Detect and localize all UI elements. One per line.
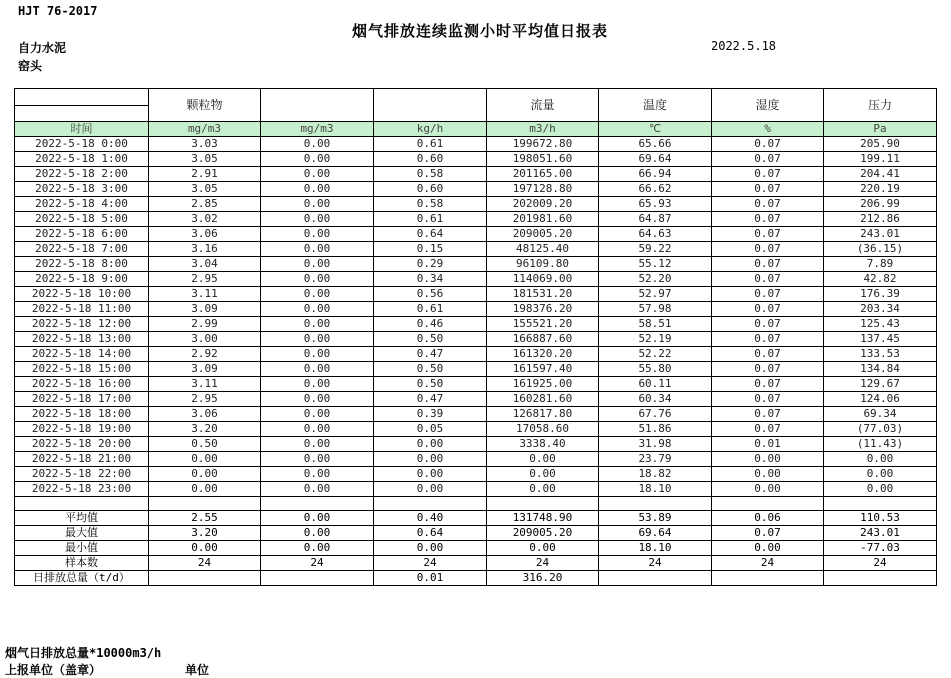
- cell-pressure: 199.11: [824, 152, 937, 167]
- col-header-temperature: 温度: [599, 89, 712, 122]
- cell-flow: 166887.60: [487, 332, 599, 347]
- cell: 0.06: [712, 511, 824, 526]
- cell: 0.00: [261, 541, 374, 556]
- col-header-humidity: 湿度: [712, 89, 824, 122]
- cell-particulate-mg: 2.95: [149, 392, 261, 407]
- cell-time: 2022-5-18 22:00: [15, 467, 149, 482]
- cell-pressure: 220.19: [824, 182, 937, 197]
- cell: 24: [374, 556, 487, 571]
- cell-kg-h: 0.50: [374, 332, 487, 347]
- cell-kg-h: 0.56: [374, 287, 487, 302]
- cell-flow: 181531.20: [487, 287, 599, 302]
- cell-flow: 96109.80: [487, 257, 599, 272]
- cell-time: 2022-5-18 19:00: [15, 422, 149, 437]
- cell-flow: 0.00: [487, 482, 599, 497]
- table-row: [15, 212, 937, 227]
- cell-flow: 3338.40: [487, 437, 599, 452]
- company-name: 自力水泥: [18, 41, 67, 55]
- cell-humidity: 0.07: [712, 137, 824, 152]
- table-row: [15, 452, 937, 467]
- cell-particulate-mg: 2.91: [149, 167, 261, 182]
- cell-time: 2022-5-18 6:00: [15, 227, 149, 242]
- cell-kg-h: 0.15: [374, 242, 487, 257]
- report-unit-label: 上报单位（盖章）: [5, 663, 102, 677]
- cell-particulate-mg: 2.92: [149, 347, 261, 362]
- cell-mg-2: 0.00: [261, 452, 374, 467]
- cell-particulate-mg: 3.11: [149, 377, 261, 392]
- cell-humidity: 0.00: [712, 452, 824, 467]
- summary-row: [15, 526, 937, 541]
- cell-humidity: 0.00: [712, 467, 824, 482]
- table-row: [15, 392, 937, 407]
- unit-mg-m3-b: mg/m3: [261, 122, 374, 137]
- table-row: [15, 482, 937, 497]
- cell-kg-h: 0.00: [374, 437, 487, 452]
- cell-mg-2: 0.00: [261, 377, 374, 392]
- cell-time: 2022-5-18 0:00: [15, 137, 149, 152]
- monitor-point: 窑头: [18, 59, 43, 73]
- cell-particulate-mg: 3.06: [149, 227, 261, 242]
- col-header-particulate: 颗粒物: [149, 89, 261, 122]
- cell-mg-2: 0.00: [261, 212, 374, 227]
- cell: 316.20: [487, 571, 599, 586]
- cell-humidity: 0.07: [712, 197, 824, 212]
- cell-kg-h: 0.58: [374, 167, 487, 182]
- cell-flow: 0.00: [487, 467, 599, 482]
- cell-flow: 198376.20: [487, 302, 599, 317]
- unit-pa: Pa: [824, 122, 937, 137]
- cell: [712, 571, 824, 586]
- cell: 0.00: [712, 541, 824, 556]
- cell-humidity: 0.07: [712, 242, 824, 257]
- header-blank-bottom: [15, 106, 149, 122]
- cell-pressure: (36.15): [824, 242, 937, 257]
- cell: 243.01: [824, 526, 937, 541]
- cell-mg-2: 0.00: [261, 362, 374, 377]
- summary-label: 样本数: [15, 556, 149, 571]
- cell: 0.64: [374, 526, 487, 541]
- table-row: [15, 287, 937, 302]
- cell-humidity: 0.07: [712, 407, 824, 422]
- cell-humidity: 0.07: [712, 272, 824, 287]
- cell-time: 2022-5-18 5:00: [15, 212, 149, 227]
- cell-flow: 202009.20: [487, 197, 599, 212]
- table-header: [15, 89, 937, 137]
- hourly-data-body: [15, 137, 937, 497]
- table-row: [15, 182, 937, 197]
- cell-time: 2022-5-18 20:00: [15, 437, 149, 452]
- cell-humidity: 0.01: [712, 437, 824, 452]
- cell-kg-h: 0.61: [374, 302, 487, 317]
- cell-kg-h: 0.50: [374, 377, 487, 392]
- cell-flow: 161925.00: [487, 377, 599, 392]
- unit-m3-h: m3/h: [487, 122, 599, 137]
- cell-temperature: 52.20: [599, 272, 712, 287]
- cell-particulate-mg: 3.20: [149, 422, 261, 437]
- cell-pressure: 133.53: [824, 347, 937, 362]
- cell: 0.01: [374, 571, 487, 586]
- cell-particulate-mg: 2.99: [149, 317, 261, 332]
- cell: 24: [487, 556, 599, 571]
- cell-temperature: 23.79: [599, 452, 712, 467]
- unit-header-row: [15, 122, 937, 137]
- cell-flow: 48125.40: [487, 242, 599, 257]
- cell-time: 2022-5-18 1:00: [15, 152, 149, 167]
- cell-time: 2022-5-18 16:00: [15, 377, 149, 392]
- cell-kg-h: 0.34: [374, 272, 487, 287]
- cell: 209005.20: [487, 526, 599, 541]
- cell-mg-2: 0.00: [261, 482, 374, 497]
- doc-standard-code: HJT 76-2017: [18, 4, 98, 18]
- cell-particulate-mg: 3.00: [149, 332, 261, 347]
- cell-mg-2: 0.00: [261, 332, 374, 347]
- cell: 24: [149, 556, 261, 571]
- table-row: [15, 302, 937, 317]
- cell-pressure: 176.39: [824, 287, 937, 302]
- cell-particulate-mg: 0.00: [149, 452, 261, 467]
- cell-flow: 0.00: [487, 452, 599, 467]
- cell: 69.64: [599, 526, 712, 541]
- cell-mg-2: 0.00: [261, 227, 374, 242]
- cell-mg-2: 0.00: [261, 347, 374, 362]
- cell-humidity: 0.07: [712, 347, 824, 362]
- cell-particulate-mg: 3.09: [149, 302, 261, 317]
- table-row: [15, 272, 937, 287]
- table-row: [15, 197, 937, 212]
- spacer-row: [15, 497, 937, 511]
- cell: 0.07: [712, 526, 824, 541]
- cell-time: 2022-5-18 13:00: [15, 332, 149, 347]
- cell: 0.00: [374, 541, 487, 556]
- cell-flow: 198051.60: [487, 152, 599, 167]
- cell-temperature: 18.82: [599, 467, 712, 482]
- page-title: 烟气排放连续监测小时平均值日报表: [352, 22, 609, 40]
- cell-humidity: 0.07: [712, 422, 824, 437]
- cell-time: 2022-5-18 10:00: [15, 287, 149, 302]
- cell-flow: 201981.60: [487, 212, 599, 227]
- cell-mg-2: 0.00: [261, 182, 374, 197]
- cell-temperature: 52.19: [599, 332, 712, 347]
- cell-temperature: 66.94: [599, 167, 712, 182]
- cell-pressure: 243.01: [824, 227, 937, 242]
- cell-flow: 161597.40: [487, 362, 599, 377]
- cell: 0.00: [149, 541, 261, 556]
- cell-temperature: 64.63: [599, 227, 712, 242]
- cell-kg-h: 0.39: [374, 407, 487, 422]
- col-header-pressure: 压力: [824, 89, 937, 122]
- cell-particulate-mg: 3.05: [149, 152, 261, 167]
- cell-pressure: 212.86: [824, 212, 937, 227]
- table-row: [15, 407, 937, 422]
- table-row: [15, 167, 937, 182]
- cell: 2.55: [149, 511, 261, 526]
- cell: 53.89: [599, 511, 712, 526]
- cell-pressure: 0.00: [824, 452, 937, 467]
- unit-mg-m3-a: mg/m3: [149, 122, 261, 137]
- summary-row: [15, 556, 937, 571]
- cell-temperature: 55.80: [599, 362, 712, 377]
- cell-humidity: 0.00: [712, 482, 824, 497]
- cell-particulate-mg: 3.03: [149, 137, 261, 152]
- cell-time: 2022-5-18 2:00: [15, 167, 149, 182]
- table-row: [15, 467, 937, 482]
- cell-flow: 199672.80: [487, 137, 599, 152]
- cell-temperature: 31.98: [599, 437, 712, 452]
- cell-pressure: 69.34: [824, 407, 937, 422]
- table-row: [15, 242, 937, 257]
- col-header-flow: 流量: [487, 89, 599, 122]
- cell-particulate-mg: 3.06: [149, 407, 261, 422]
- cell-particulate-mg: 3.04: [149, 257, 261, 272]
- cell-kg-h: 0.05: [374, 422, 487, 437]
- cell-temperature: 60.34: [599, 392, 712, 407]
- table-row: [15, 332, 937, 347]
- cell-particulate-mg: 2.85: [149, 197, 261, 212]
- cell-kg-h: 0.58: [374, 197, 487, 212]
- cell-mg-2: 0.00: [261, 272, 374, 287]
- cell-kg-h: 0.64: [374, 227, 487, 242]
- cell: 24: [599, 556, 712, 571]
- cell-temperature: 52.97: [599, 287, 712, 302]
- cell-humidity: 0.07: [712, 332, 824, 347]
- summary-row: [15, 511, 937, 526]
- footer-note: 烟气日排放总量*10000m3/h: [5, 646, 162, 660]
- table-row: [15, 437, 937, 452]
- summary-label: 平均值: [15, 511, 149, 526]
- unit-celsius: ℃: [599, 122, 712, 137]
- cell-particulate-mg: 0.00: [149, 482, 261, 497]
- cell-humidity: 0.07: [712, 182, 824, 197]
- col-header-blank-1: [261, 89, 374, 122]
- cell: 24: [824, 556, 937, 571]
- cell-pressure: 137.45: [824, 332, 937, 347]
- cell-mg-2: 0.00: [261, 437, 374, 452]
- cell-time: 2022-5-18 12:00: [15, 317, 149, 332]
- cell: 24: [712, 556, 824, 571]
- cell-kg-h: 0.00: [374, 467, 487, 482]
- cell-time: 2022-5-18 7:00: [15, 242, 149, 257]
- cell-pressure: 204.41: [824, 167, 937, 182]
- cell-kg-h: 0.29: [374, 257, 487, 272]
- cell: [149, 571, 261, 586]
- cell-particulate-mg: 3.05: [149, 182, 261, 197]
- cell-pressure: 134.84: [824, 362, 937, 377]
- table-row: [15, 227, 937, 242]
- cell-mg-2: 0.00: [261, 302, 374, 317]
- cell-particulate-mg: 3.16: [149, 242, 261, 257]
- table-row: [15, 347, 937, 362]
- cell-mg-2: 0.00: [261, 152, 374, 167]
- cell-humidity: 0.07: [712, 167, 824, 182]
- cell-pressure: 203.34: [824, 302, 937, 317]
- cell: -77.03: [824, 541, 937, 556]
- cell-pressure: 206.99: [824, 197, 937, 212]
- summary-label: 日排放总量（t/d）: [15, 571, 149, 586]
- cell: 110.53: [824, 511, 937, 526]
- cell-time: 2022-5-18 18:00: [15, 407, 149, 422]
- cell-temperature: 59.22: [599, 242, 712, 257]
- report-date: 2022.5.18: [711, 39, 777, 53]
- summary-label: 最小值: [15, 541, 149, 556]
- cell-humidity: 0.07: [712, 152, 824, 167]
- cell-humidity: 0.07: [712, 362, 824, 377]
- cell-flow: 160281.60: [487, 392, 599, 407]
- cell-temperature: 65.66: [599, 137, 712, 152]
- cell-flow: 114069.00: [487, 272, 599, 287]
- cell: 0.00: [261, 526, 374, 541]
- cell-humidity: 0.07: [712, 392, 824, 407]
- cell-temperature: 55.12: [599, 257, 712, 272]
- cell-pressure: (11.43): [824, 437, 937, 452]
- cell-time: 2022-5-18 14:00: [15, 347, 149, 362]
- summary-row: [15, 541, 937, 556]
- summary-label: 最大值: [15, 526, 149, 541]
- table-row: [15, 362, 937, 377]
- table-row: [15, 152, 937, 167]
- table-row: [15, 257, 937, 272]
- summary-row: [15, 571, 937, 586]
- cell-temperature: 52.22: [599, 347, 712, 362]
- cell-temperature: 57.98: [599, 302, 712, 317]
- col-header-blank-2: [374, 89, 487, 122]
- cell: 18.10: [599, 541, 712, 556]
- unit-kg-h: kg/h: [374, 122, 487, 137]
- cell-pressure: 42.82: [824, 272, 937, 287]
- cell: 131748.90: [487, 511, 599, 526]
- cell-kg-h: 0.61: [374, 137, 487, 152]
- cell-flow: 161320.20: [487, 347, 599, 362]
- table-row: [15, 317, 937, 332]
- cell: [824, 571, 937, 586]
- cell-pressure: 0.00: [824, 467, 937, 482]
- report-table: [14, 88, 937, 586]
- cell: 24: [261, 556, 374, 571]
- cell-time: 2022-5-18 9:00: [15, 272, 149, 287]
- cell-mg-2: 0.00: [261, 257, 374, 272]
- cell-particulate-mg: 2.95: [149, 272, 261, 287]
- cell-time: 2022-5-18 8:00: [15, 257, 149, 272]
- cell-temperature: 60.11: [599, 377, 712, 392]
- cell-flow: 209005.20: [487, 227, 599, 242]
- cell-humidity: 0.07: [712, 317, 824, 332]
- cell-kg-h: 0.60: [374, 182, 487, 197]
- cell-mg-2: 0.00: [261, 392, 374, 407]
- cell-humidity: 0.07: [712, 212, 824, 227]
- group-header-row: [15, 89, 937, 106]
- cell-temperature: 58.51: [599, 317, 712, 332]
- cell-time: 2022-5-18 3:00: [15, 182, 149, 197]
- spacer-body: [15, 497, 937, 511]
- cell-kg-h: 0.00: [374, 482, 487, 497]
- cell-mg-2: 0.00: [261, 317, 374, 332]
- unit-label: 单位: [185, 663, 210, 677]
- cell-flow: 155521.20: [487, 317, 599, 332]
- cell-humidity: 0.07: [712, 302, 824, 317]
- cell-mg-2: 0.00: [261, 197, 374, 212]
- cell-humidity: 0.07: [712, 257, 824, 272]
- cell-mg-2: 0.00: [261, 167, 374, 182]
- cell-flow: 201165.00: [487, 167, 599, 182]
- cell-time: 2022-5-18 11:00: [15, 302, 149, 317]
- cell-humidity: 0.07: [712, 377, 824, 392]
- cell-mg-2: 0.00: [261, 242, 374, 257]
- cell-time: 2022-5-18 17:00: [15, 392, 149, 407]
- cell-mg-2: 0.00: [261, 407, 374, 422]
- cell-temperature: 67.76: [599, 407, 712, 422]
- cell-temperature: 66.62: [599, 182, 712, 197]
- table-row: [15, 377, 937, 392]
- cell-pressure: 125.43: [824, 317, 937, 332]
- cell-time: 2022-5-18 4:00: [15, 197, 149, 212]
- cell-mg-2: 0.00: [261, 467, 374, 482]
- cell-kg-h: 0.46: [374, 317, 487, 332]
- cell-mg-2: 0.00: [261, 137, 374, 152]
- cell-pressure: (77.03): [824, 422, 937, 437]
- cell-particulate-mg: 3.11: [149, 287, 261, 302]
- cell-pressure: 124.06: [824, 392, 937, 407]
- cell-temperature: 69.64: [599, 152, 712, 167]
- cell-temperature: 51.86: [599, 422, 712, 437]
- cell-time: 2022-5-18 23:00: [15, 482, 149, 497]
- cell-kg-h: 0.47: [374, 347, 487, 362]
- cell: [261, 571, 374, 586]
- header-blank-top: [15, 89, 149, 106]
- cell-flow: 126817.80: [487, 407, 599, 422]
- cell-kg-h: 0.50: [374, 362, 487, 377]
- cell-pressure: 129.67: [824, 377, 937, 392]
- unit-percent: %: [712, 122, 824, 137]
- col-header-time: 时间: [15, 122, 149, 137]
- cell-pressure: 205.90: [824, 137, 937, 152]
- cell-time: 2022-5-18 15:00: [15, 362, 149, 377]
- cell-particulate-mg: 3.02: [149, 212, 261, 227]
- cell-mg-2: 0.00: [261, 287, 374, 302]
- table-row: [15, 137, 937, 152]
- cell: [599, 571, 712, 586]
- cell-kg-h: 0.60: [374, 152, 487, 167]
- cell: 0.40: [374, 511, 487, 526]
- cell-kg-h: 0.61: [374, 212, 487, 227]
- cell-particulate-mg: 3.09: [149, 362, 261, 377]
- cell-humidity: 0.07: [712, 227, 824, 242]
- cell-humidity: 0.07: [712, 287, 824, 302]
- cell-temperature: 65.93: [599, 197, 712, 212]
- cell-flow: 17058.60: [487, 422, 599, 437]
- cell-temperature: 18.10: [599, 482, 712, 497]
- table-row: [15, 422, 937, 437]
- cell-temperature: 64.87: [599, 212, 712, 227]
- cell-particulate-mg: 0.00: [149, 467, 261, 482]
- cell-kg-h: 0.00: [374, 452, 487, 467]
- cell-mg-2: 0.00: [261, 422, 374, 437]
- cell: 3.20: [149, 526, 261, 541]
- cell: 0.00: [487, 541, 599, 556]
- cell-pressure: 7.89: [824, 257, 937, 272]
- cell-pressure: 0.00: [824, 482, 937, 497]
- cell-kg-h: 0.47: [374, 392, 487, 407]
- cell-time: 2022-5-18 21:00: [15, 452, 149, 467]
- cell: 0.00: [261, 511, 374, 526]
- summary-body: [15, 511, 937, 586]
- cell-flow: 197128.80: [487, 182, 599, 197]
- cell-particulate-mg: 0.50: [149, 437, 261, 452]
